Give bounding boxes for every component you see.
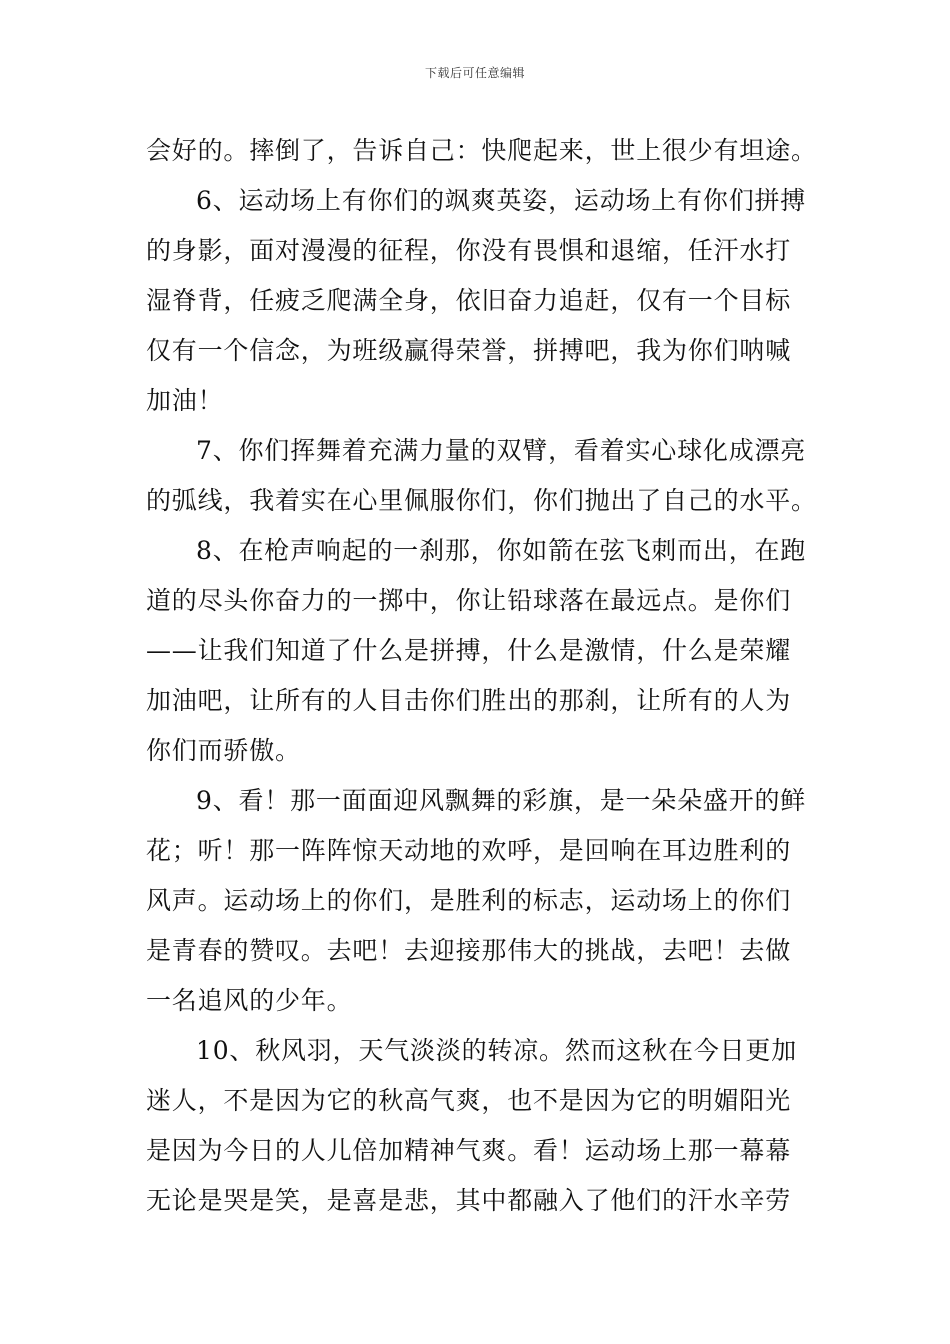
paragraph-item-8	[146, 526, 811, 776]
text-line: 9、看！那一面面迎风飘舞的彩旗，是一朵朵盛开的鲜	[196, 786, 807, 815]
text-line: 10、秋风羽，天气淡淡的转凉。然而这秋在今日更加	[196, 1036, 798, 1065]
text-line: 7、你们挥舞着充满力量的双臂，看着实心球化成漂亮	[196, 436, 807, 465]
text-line: 是青春的赞叹。去吧！去迎接那伟大的挑战，去吧！去做	[146, 936, 792, 965]
text-line: 一名追风的少年。	[146, 986, 353, 1015]
text-line: 风声。运动场上的你们，是胜利的标志，运动场上的你们	[146, 886, 792, 915]
text-line: 会好的。摔倒了，告诉自己：快爬起来，世上很少有坦途。	[146, 136, 817, 165]
paragraph-item-10	[146, 1026, 811, 1226]
paragraph-item-9	[146, 776, 811, 1026]
text-line: 你们而骄傲。	[146, 736, 301, 765]
text-line: 迷人，不是因为它的秋高气爽，也不是因为它的明媚阳光	[146, 1086, 792, 1115]
text-line: 加油！	[146, 386, 224, 415]
text-line: 是因为今日的人儿倍加精神气爽。看！运动场上那一幕幕	[146, 1136, 792, 1165]
text-line: 8、在枪声响起的一刹那，你如箭在弦飞刺而出，在跑	[196, 536, 807, 565]
text-line: 的身影，面对漫漫的征程，你没有畏惧和退缩，任汗水打	[146, 236, 792, 265]
text-line: 加油吧，让所有的人目击你们胜出的那刹，让所有的人为	[146, 686, 792, 715]
text-line: ——让我们知道了什么是拼搏，什么是激情，什么是荣耀	[146, 636, 792, 665]
paragraph-item-6	[146, 176, 811, 426]
paragraph-item-7	[146, 426, 817, 526]
text-line: 花；听！那一阵阵惊天动地的欢呼，是回响在耳边胜利的	[146, 836, 792, 865]
text-line: 无论是哭是笑，是喜是悲，其中都融入了他们的汗水辛劳	[146, 1186, 792, 1215]
text-line: 6、运动场上有你们的飒爽英姿，运动场上有你们拼搏	[196, 186, 807, 215]
text-line: 的弧线，我着实在心里佩服你们，你们抛出了自己的水平。	[146, 486, 817, 515]
paragraph-continuation	[146, 126, 817, 176]
text-line: 湿脊背，任疲乏爬满全身，依旧奋力追赶，仅有一个目标	[146, 286, 792, 315]
document-body	[146, 126, 817, 1226]
page-header: 下载后可任意编辑	[424, 66, 525, 80]
text-line: 道的尽头你奋力的一掷中，你让铅球落在最远点。是你们	[146, 586, 792, 615]
text-line: 仅有一个信念，为班级赢得荣誉，拼搏吧，我为你们呐喊	[146, 336, 792, 365]
